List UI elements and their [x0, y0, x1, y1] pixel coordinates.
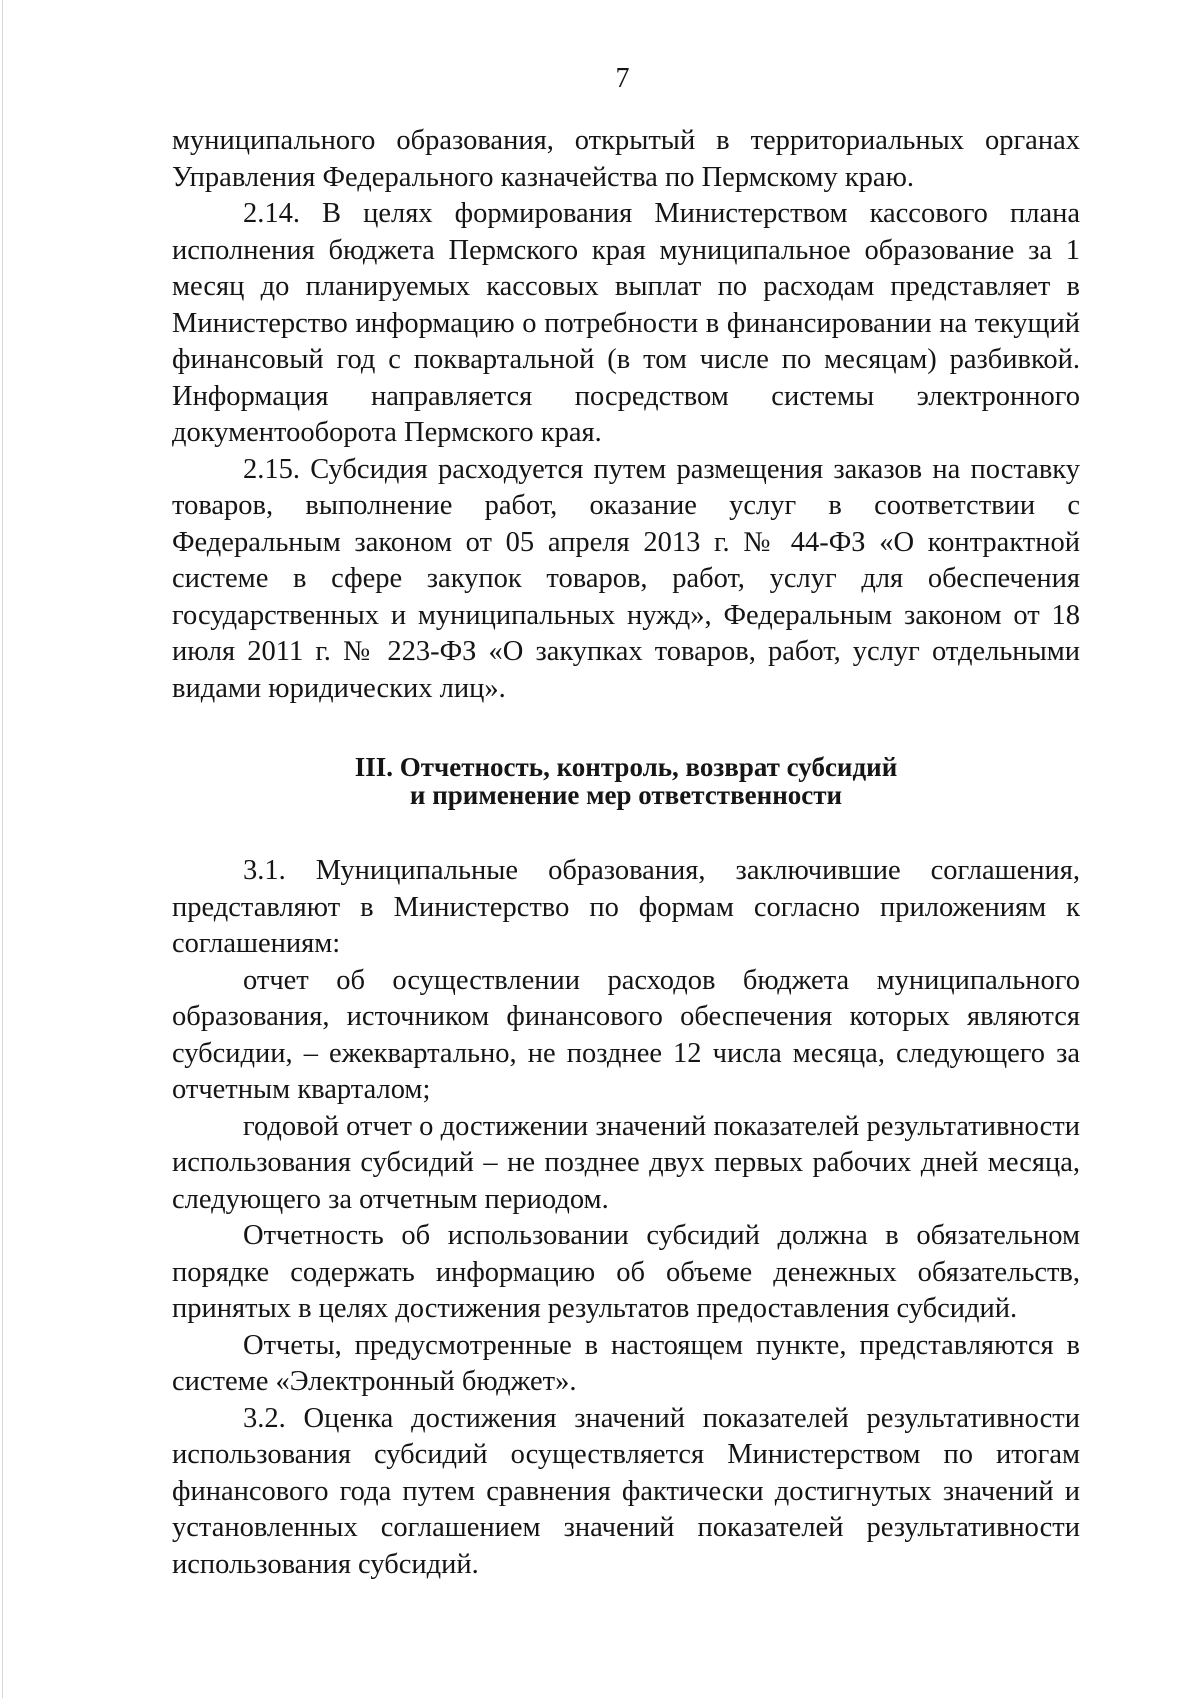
paragraph-2-15: 2.15. Субсидия расходуется путем размещения заказов на поставку товаров, выполнение работ, оказание услуг в соответствии с Федеральным законом от 05 апреля 2013 г. № 44-ФЗ «О контрактной системе в сфере закупок товаров, работ, услуг для обеспечения государственных и муниципальных нужд», Федеральным законом от 18 июля 2011 г. № 223-ФЗ «О закупках товаров, работ, услуг отдельными видами юридических лиц».: [172, 453, 1080, 704]
section-heading: [172, 753, 1080, 809]
paragraph-3-1: 3.1. Муниципальные образования, заключившие соглашения, представляют в Министерство по формам согласно приложениям к соглашениям:: [172, 855, 1080, 959]
paragraph-annual-report: годовой отчет о достижении значений показателей результативности использования субсидий – не позднее двух первых рабочих дней месяца, следующего за отчетным периодом.: [172, 1110, 1080, 1215]
section-heading-line-2: и применение мер ответственности: [409, 780, 843, 810]
page-number: 7: [615, 63, 630, 94]
scan-edge: [2, 0, 3, 1698]
paragraph-2-14: 2.14. В целях формирования Министерством кассового плана исполнения бюджета Пермского края муниципальное образование за 1 месяц до планируемых кассовых выплат по расходам представляет в Министерство информацию о потребности в финансировании на текущий финансовый год с поквартальной (в том числе по месяцам) разбивкой. Информация направляется посредством системы электронного документооборота Пермского края.: [172, 198, 1080, 448]
document-body: [172, 123, 1080, 1583]
paragraph-continuation: муниципального образования, открытый в территориальных органах Управления Федерального казначейства по Пермскому краю.: [172, 125, 1080, 193]
paragraph-electronic-budget: Отчеты, предусмотренные в настоящем пункте, представляются в системе «Электронный бюджет».: [172, 1329, 1080, 1397]
paragraph-quarterly-report: отчет об осуществлении расходов бюджета муниципального образования, источником финансового обеспечения которых являются субсидии, – ежеквартально, не позднее 12 числа месяца, следующего за отчетным кварталом;: [172, 964, 1080, 1105]
paragraph-reporting-content: Отчетность об использовании субсидий должна в обязательном порядке содержать информацию об объеме денежных обязательств, принятых в целях достижения результатов предоставления субсидий.: [172, 1220, 1080, 1324]
section-heading-line-1: III. Отчетность, контроль, возврат субсидий: [354, 752, 898, 782]
paragraph-3-2: 3.2. Оценка достижения значений показателей результативности использования субсидий осуществляется Министерством по итогам финансового года путем сравнения фактически достигнутых значений и установленных соглашением значений показателей результативности использования субсидий.: [172, 1402, 1080, 1580]
